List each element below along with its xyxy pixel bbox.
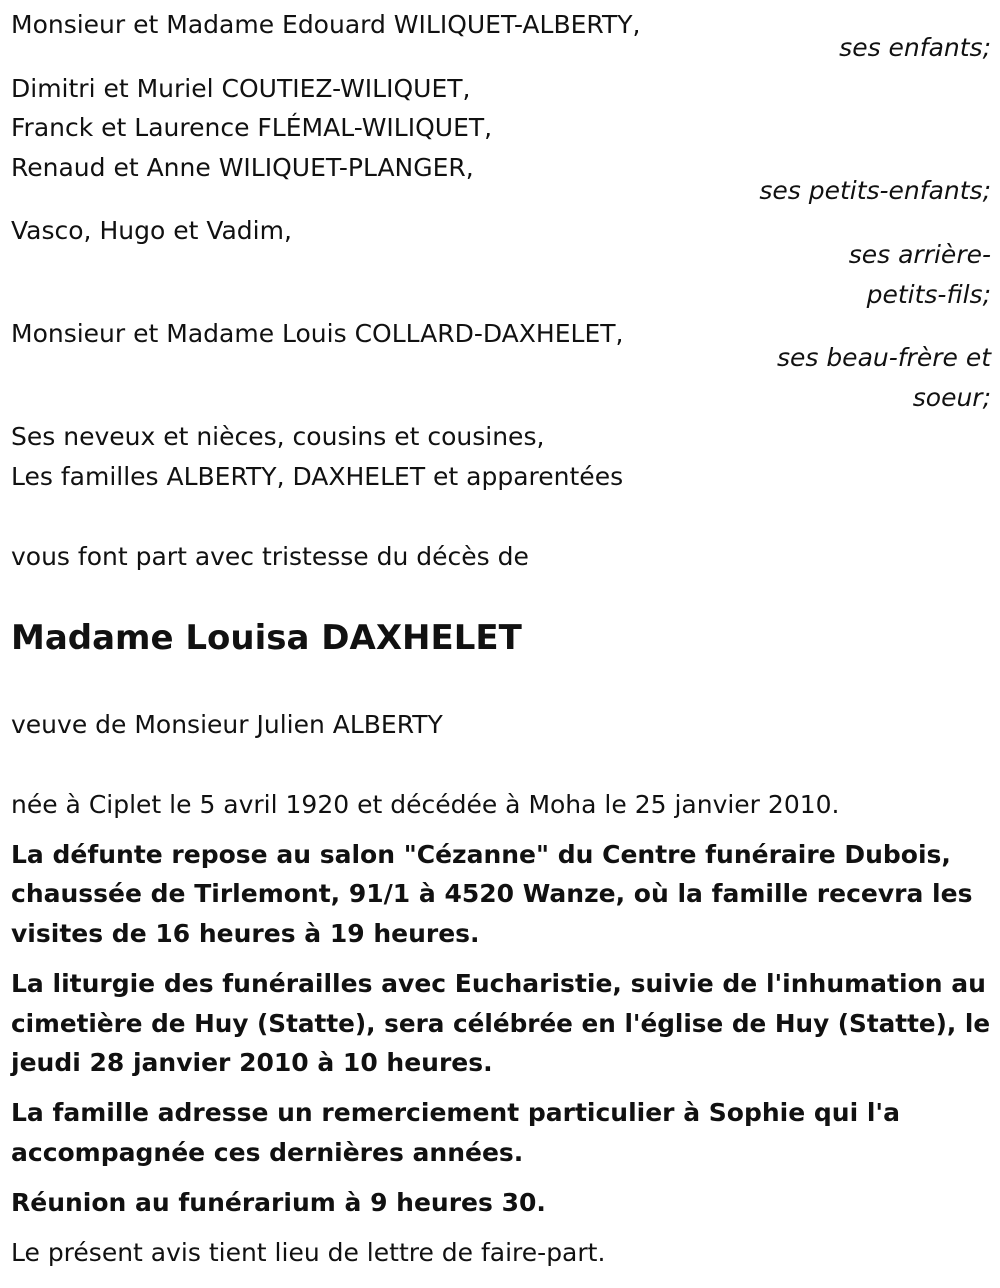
liturgy-line-1: La liturgie des funérailles avec Eucharistie, suivie de l'inhumation au bbox=[11, 969, 986, 998]
meeting-text: Réunion au funérarium à 9 heures 30. bbox=[11, 1188, 546, 1217]
thanks-line-2: accompagnée ces dernières années. bbox=[11, 1138, 524, 1167]
children-names: Monsieur et Madame Edouard WILIQUET-ALBERTY, bbox=[11, 10, 641, 39]
liturgy-line-2: cimetière de Huy (Statte), sera célébrée en l'église de Huy (Statte), le bbox=[11, 1009, 991, 1038]
footer-text: Le présent avis tient lieu de lettre de faire-part. bbox=[11, 1238, 606, 1267]
grandchildren-line-2: Franck et Laurence FLÉMAL-WILIQUET, bbox=[11, 113, 493, 142]
great-grandchildren-role-line-2: petits-fils; bbox=[866, 280, 991, 309]
liturgy-line-3: jeudi 28 janvier 2010 à 10 heures. bbox=[11, 1048, 493, 1077]
in-laws-role-line-2: soeur; bbox=[912, 383, 991, 412]
relatives-line-1: Ses neveux et nièces, cousins et cousines, bbox=[11, 422, 545, 451]
visitation-line-3: visites de 16 heures à 19 heures. bbox=[11, 919, 480, 948]
thanks-line-1: La famille adresse un remerciement particulier à Sophie qui l'a bbox=[11, 1098, 900, 1127]
grandchildren-role: ses petits-enfants; bbox=[759, 176, 991, 205]
in-laws-role-line-1: ses beau-frère et bbox=[776, 343, 991, 372]
birth-death-text: née à Ciplet le 5 avril 1920 et décédée à Moha le 25 janvier 2010. bbox=[11, 790, 840, 819]
visitation-line-2: chaussée de Tirlemont, 91/1 à 4520 Wanze, où la famille recevra les bbox=[11, 879, 973, 908]
in-laws-names: Monsieur et Madame Louis COLLARD-DAXHELET, bbox=[11, 319, 624, 348]
great-grandchildren-role-line-1: ses arrière- bbox=[848, 240, 991, 269]
children-role: ses enfants; bbox=[839, 33, 991, 62]
great-grandchildren-names: Vasco, Hugo et Vadim, bbox=[11, 216, 292, 245]
grandchildren-line-3: Renaud et Anne WILIQUET-PLANGER, bbox=[11, 153, 474, 182]
widow-of-text: veuve de Monsieur Julien ALBERTY bbox=[11, 710, 443, 739]
deceased-name: Madame Louisa DAXHELET bbox=[11, 618, 522, 658]
announcement-text: vous font part avec tristesse du décès de bbox=[11, 542, 529, 571]
visitation-line-1: La défunte repose au salon "Cézanne" du Centre funéraire Dubois, bbox=[11, 840, 951, 869]
relatives-line-2: Les familles ALBERTY, DAXHELET et apparentées bbox=[11, 462, 624, 491]
grandchildren-line-1: Dimitri et Muriel COUTIEZ-WILIQUET, bbox=[11, 74, 471, 103]
